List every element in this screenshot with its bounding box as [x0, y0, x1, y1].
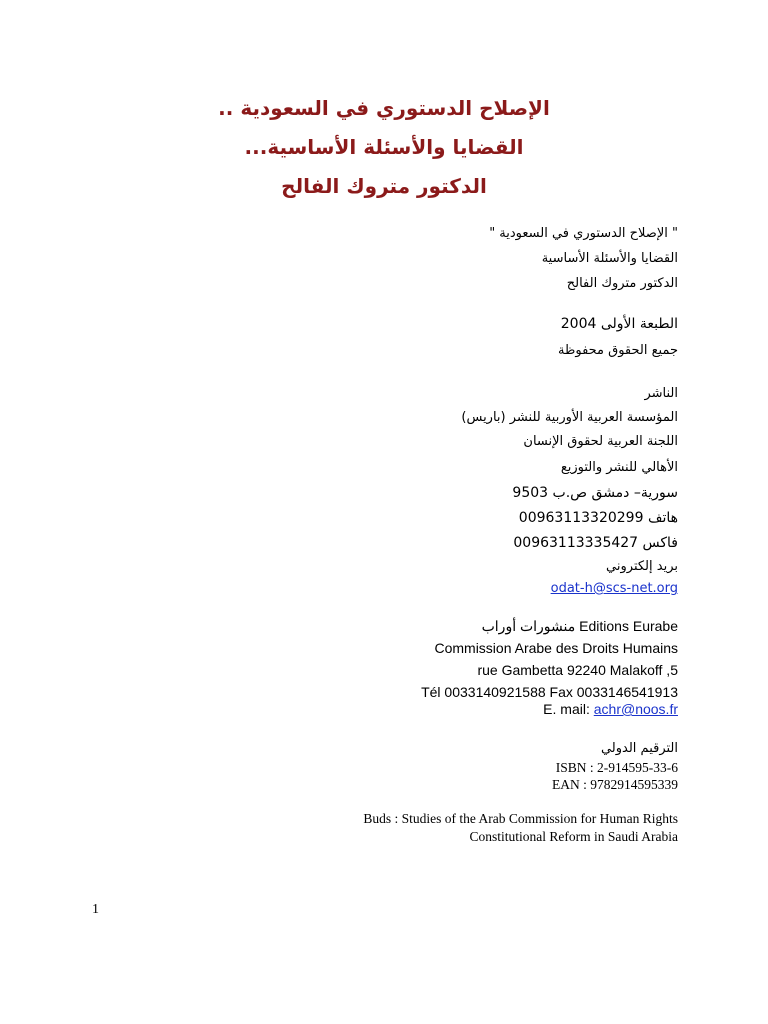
eurabe-line-2: Commission Arabe des Droits Humains	[434, 640, 678, 656]
publisher-fax: فاكس 00963113335427	[513, 535, 678, 551]
eurabe-email-row	[543, 701, 678, 717]
publisher-org-3: الأهالي للنشر والتوزيع	[560, 460, 678, 475]
series-line-2: Constitutional Reform in Saudi Arabia	[469, 829, 678, 844]
eurabe-email-label: E. mail:	[543, 701, 594, 717]
numbering-heading: الترقيم الدولي	[600, 741, 678, 756]
eurabe-line-1: منشورات أوراب Editions Eurabe	[481, 618, 678, 634]
eurabe-line-3: 5, rue Gambetta 92240 Malakoff	[477, 662, 678, 678]
eurabe-email-link[interactable]: achr@noos.fr	[593, 701, 678, 717]
publisher-phone: هاتف 00963113320299	[518, 510, 678, 526]
publisher-email-link[interactable]: odat-h@scs-net.org	[550, 581, 678, 596]
ean: EAN : 9782914595339	[552, 777, 678, 792]
publisher-email-label: بريد إلكتروني	[606, 559, 678, 574]
page-number: 1	[92, 902, 99, 917]
title-line-3: الدكتور متروك الفالح	[281, 174, 487, 198]
book-subtitle: القضايا والأسئلة الأساسية	[541, 251, 678, 266]
publisher-org-2: اللجنة العربية لحقوق الإنسان	[523, 434, 678, 449]
eurabe-line-4: Tél 0033140921588 Fax 0033146541913	[421, 684, 678, 700]
publisher-org-1: المؤسسة العربية الأوربية للنشر (باريس)	[461, 410, 678, 425]
publisher-address: سورية– دمشق ص.ب 9503	[512, 485, 678, 501]
series-line-1: Buds : Studies of the Arab Commission for Human Rights	[363, 811, 678, 826]
title-line-1: الإصلاح الدستوري في السعودية ..	[218, 96, 550, 120]
title-line-2: القضايا والأسئلة الأساسية...	[244, 135, 524, 159]
book-rights: جميع الحقوق محفوظة	[558, 343, 678, 358]
publisher-email-row	[551, 581, 678, 596]
isbn: ISBN : 2-914595-33-6	[555, 760, 678, 775]
book-author: الدكتور متروك الفالح	[566, 276, 678, 291]
book-edition: الطبعة الأولى 2004	[560, 316, 678, 332]
publisher-heading: الناشر	[644, 386, 678, 401]
book-quote-title: " الإصلاح الدستوري في السعودية "	[489, 226, 678, 241]
